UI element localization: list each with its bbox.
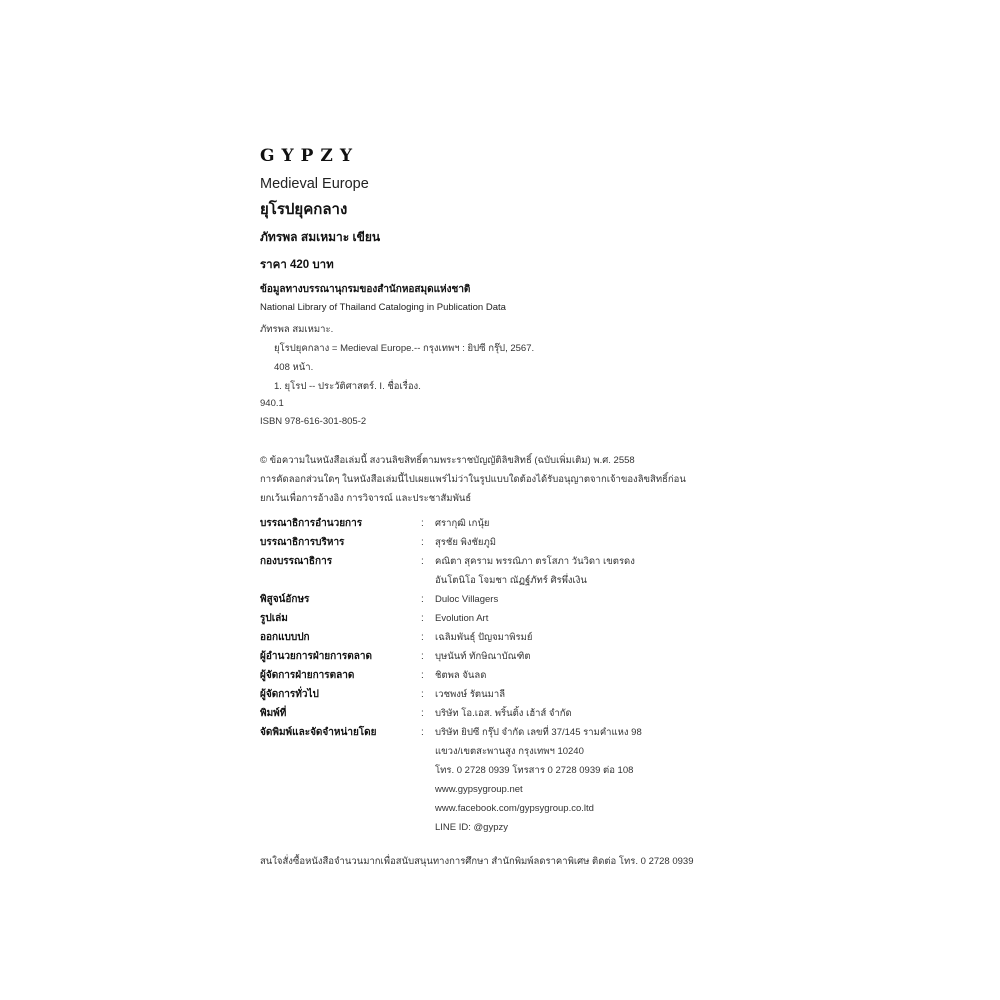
book-title-english: Medieval Europe bbox=[260, 176, 369, 192]
imprint-page bbox=[260, 0, 960, 1000]
credit-value: บริษัท ยิปซี กรุ๊ป จำกัด เลขที่ 37/145 รามคำแหง 98 bbox=[435, 727, 642, 738]
credit-value: คณิตา สุคราม พรรณิภา ตรโสภา วันวิดา เขตรดง bbox=[435, 556, 635, 567]
credit-row bbox=[260, 647, 940, 666]
credit-value: ชิตพล จันลด bbox=[435, 670, 487, 681]
credit-colon: : bbox=[421, 556, 424, 567]
credit-colon: : bbox=[421, 518, 424, 529]
credit-value: แขวง/เขตสะพานสูง กรุงเทพฯ 10240 bbox=[435, 746, 584, 757]
credit-colon: : bbox=[421, 632, 424, 643]
cip-isbn: ISBN 978-616-301-805-2 bbox=[260, 416, 367, 427]
cip-subjects: 1. ยุโรป -- ประวัติศาสตร์. I. ชื่อเรื่อง. bbox=[274, 381, 421, 392]
credit-value: บุษนันท์ ทักษิณาบัณฑิต bbox=[435, 651, 531, 662]
credit-label: จัดพิมพ์และจัดจำหน่ายโดย bbox=[260, 727, 377, 738]
credit-value: เฉลิมพันธุ์ ปัญจมาพิรมย์ bbox=[435, 632, 533, 643]
cip-classification: 940.1 bbox=[260, 398, 284, 409]
credit-row bbox=[260, 818, 940, 837]
credit-label: ผู้อำนวยการฝ่ายการตลาด bbox=[260, 651, 372, 662]
credit-label: รูปเล่ม bbox=[260, 613, 288, 624]
credit-value: อันโตนิโอ โจมชา ณัฏฐ์ภัทร์ ศิรพึ่งเงิน bbox=[435, 575, 587, 586]
publisher-logo: GYPZY bbox=[260, 146, 359, 166]
credit-row bbox=[260, 628, 940, 647]
credit-colon: : bbox=[421, 651, 424, 662]
credit-value: www.gypsygroup.net bbox=[435, 784, 523, 795]
credit-row bbox=[260, 780, 940, 799]
credits-list bbox=[260, 514, 940, 837]
credit-row bbox=[260, 666, 940, 685]
credit-row bbox=[260, 514, 940, 533]
bulk-order-note: สนใจสั่งซื้อหนังสือจำนวนมากเพื่อสนับสนุนทางการศึกษา สำนักพิมพ์ลดราคาพิเศษ ติดต่อ โทร. 0 2728 0939 bbox=[260, 856, 694, 867]
credit-value: โทร. 0 2728 0939 โทรสาร 0 2728 0939 ต่อ 108 bbox=[435, 765, 634, 776]
credit-label: บรรณาธิการอำนวยการ bbox=[260, 518, 363, 529]
credit-label: กองบรรณาธิการ bbox=[260, 556, 333, 567]
credit-row bbox=[260, 552, 940, 571]
credit-row bbox=[260, 533, 940, 552]
copyright-line-3: ยกเว้นเพื่อการอ้างอิง การวิจารณ์ และประชาสัมพันธ์ bbox=[260, 493, 472, 504]
credit-row bbox=[260, 609, 940, 628]
credit-row bbox=[260, 704, 940, 723]
credit-label: พิสูจน์อักษร bbox=[260, 594, 310, 605]
credit-colon: : bbox=[421, 537, 424, 548]
credit-row bbox=[260, 590, 940, 609]
copyright-line-2: การคัดลอกส่วนใดๆ ในหนังสือเล่มนี้ไปเผยแพร่ไม่ว่าในรูปแบบใดต้องได้รับอนุญาตจากเจ้าของลิขสิทธิ์ก่อน bbox=[260, 474, 686, 485]
credit-colon: : bbox=[421, 708, 424, 719]
credit-value: สุรชัย พิงชัยภูมิ bbox=[435, 537, 496, 548]
credit-colon: : bbox=[421, 689, 424, 700]
credit-colon: : bbox=[421, 594, 424, 605]
copyright-line-1: © ข้อความในหนังสือเล่มนี้ สงวนลิขสิทธิ์ตามพระราชบัญญัติลิขสิทธิ์ (ฉบับเพิ่มเติม) พ.ศ. 2558 bbox=[260, 455, 635, 466]
credit-value: บริษัท โอ.เอส. พริ้นติ้ง เฮ้าส์ จำกัด bbox=[435, 708, 572, 719]
credit-row bbox=[260, 571, 940, 590]
credit-row bbox=[260, 723, 940, 742]
cip-pages: 408 หน้า. bbox=[274, 362, 314, 373]
credit-row bbox=[260, 685, 940, 704]
credit-label: พิมพ์ที่ bbox=[260, 708, 287, 719]
credit-value: ศรากุฒิ เกนุ้ย bbox=[435, 518, 490, 529]
cip-heading-english: National Library of Thailand Cataloging in Publication Data bbox=[260, 302, 506, 313]
credit-colon: : bbox=[421, 727, 424, 738]
cip-author: ภัทรพล สมเหมาะ. bbox=[260, 324, 334, 335]
credit-value: LINE ID: @gypzy bbox=[435, 822, 508, 833]
cip-heading-thai: ข้อมูลทางบรรณานุกรมของสำนักหอสมุดแห่งชาติ bbox=[260, 284, 471, 295]
credit-row bbox=[260, 742, 940, 761]
credit-label: ผู้จัดการทั่วไป bbox=[260, 689, 319, 700]
credit-value: www.facebook.com/gypsygroup.co.ltd bbox=[435, 803, 594, 814]
cip-title-line: ยุโรปยุคกลาง = Medieval Europe.-- กรุงเทพฯ : ยิปซี กรุ๊ป, 2567. bbox=[274, 343, 535, 354]
credit-label: บรรณาธิการบริหาร bbox=[260, 537, 345, 548]
price-line: ราคา 420 บาท bbox=[260, 259, 334, 271]
credit-value: Evolution Art bbox=[435, 613, 489, 624]
credit-label: ผู้จัดการฝ่ายการตลาด bbox=[260, 670, 355, 681]
author-line: ภัทรพล สมเหมาะ เขียน bbox=[260, 230, 381, 244]
credit-row bbox=[260, 799, 940, 818]
credit-colon: : bbox=[421, 613, 424, 624]
credit-value: เวชพงษ์ รัตนมาลี bbox=[435, 689, 506, 700]
credit-colon: : bbox=[421, 670, 424, 681]
credit-label: ออกแบบปก bbox=[260, 632, 310, 643]
book-title-thai: ยุโรปยุคกลาง bbox=[260, 201, 348, 218]
credit-value: Duloc Villagers bbox=[435, 594, 499, 605]
credit-row bbox=[260, 761, 940, 780]
